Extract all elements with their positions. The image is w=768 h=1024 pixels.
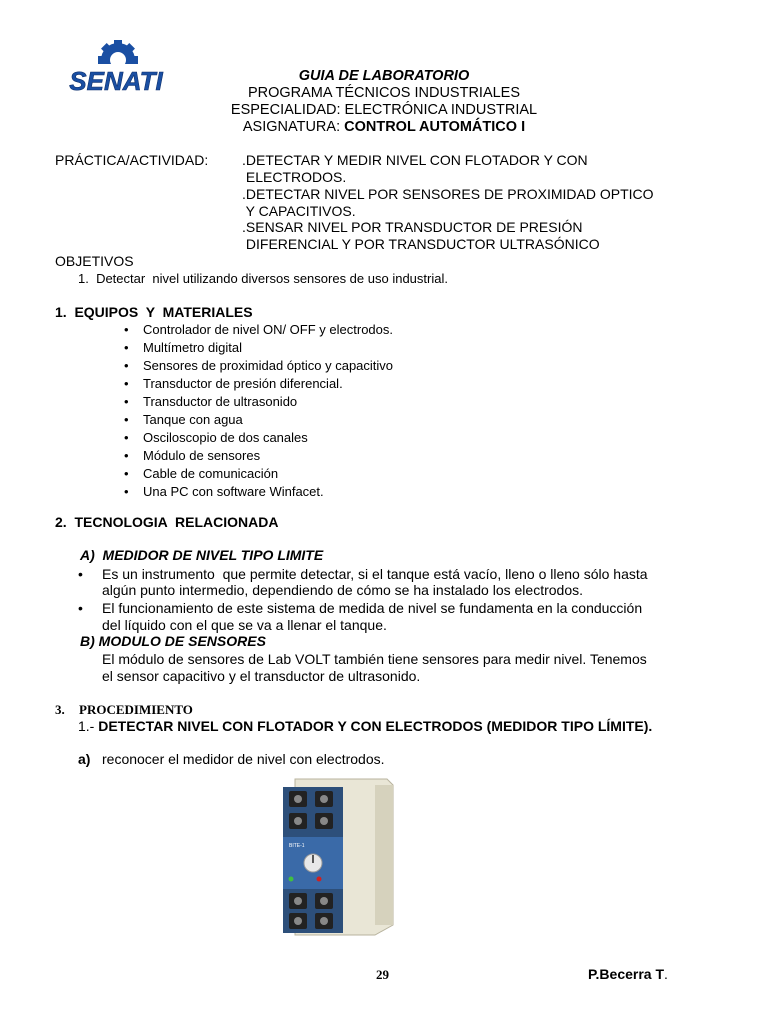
procedure-step-title: DETECTAR NIVEL CON FLOTADOR Y CON ELECTRODOS (MEDIDOR TIPO LÍMITE). [98, 718, 653, 734]
document-title: GUIA DE LABORATORIO [298, 68, 470, 84]
list-item: • Sensores de proximidad óptico y capacitivo [124, 358, 394, 373]
item-a-label: a) [78, 751, 91, 767]
list-item: • Transductor de presión diferencial. [124, 376, 343, 391]
practice-line: DIFERENCIAL Y POR TRANSDUCTOR ULTRASÓNICO [242, 236, 600, 252]
practice-label: PRÁCTICA/ACTIVIDAD: [55, 152, 209, 168]
bullet-dot: • [78, 566, 83, 582]
list-item: • Módulo de sensores [124, 448, 261, 463]
procedure-number: 3. [55, 702, 65, 717]
svg-text:SENATI: SENATI [69, 66, 163, 96]
bullet-text: del líquido con el que se va a llenar el tanque. [102, 617, 387, 633]
procedure-step: 1.- DETECTAR NIVEL CON FLOTADOR Y CON ELECTRODOS (MEDIDOR TIPO LÍMITE). [78, 718, 653, 734]
list-item: • Tanque con agua [124, 412, 243, 427]
list-item: • Cable de comunicación [124, 466, 279, 481]
practice-line: .DETECTAR NIVEL POR SENSORES DE PROXIMIDAD OPTICO [242, 186, 654, 202]
bullet-text: algún punto intermedio, dependiendo de cómo se ha instalado los electrodos. [102, 582, 583, 598]
practice-line: .DETECTAR Y MEDIR NIVEL CON FLOTADOR Y CON [242, 152, 588, 168]
paragraph-text: El módulo de sensores de Lab VOLT también tiene sensores para medir nivel. Tenemos [102, 651, 647, 667]
level-controller-photo [275, 775, 395, 937]
list-item: • Osciloscopio de dos canales [124, 430, 308, 445]
bullet-text: Es un instrumento que permite detectar, si el tanque está vacío, lleno o lleno sólo hasta [102, 566, 648, 582]
technology-title: 2. TECNOLOGIA RELACIONADA [55, 514, 279, 530]
objective-item: 1. Detectar nivel utilizando diversos sensores de uso industrial. [78, 271, 448, 286]
practice-line: Y CAPACITIVOS. [242, 203, 356, 219]
specialty-line: ESPECIALIDAD: ELECTRÓNICA INDUSTRIAL [230, 102, 538, 118]
practice-line: ELECTRODOS. [242, 169, 347, 185]
subject-name: CONTROL AUTOMÁTICO I [344, 119, 526, 135]
list-item: • Una PC con software Winfacet. [124, 484, 324, 499]
item-a-text: reconocer el medidor de nivel con electrodos. [102, 751, 385, 767]
objectives-title: OBJETIVOS [55, 253, 134, 269]
page-number: 29 [376, 967, 389, 982]
subsection-b-title: B) MODULO DE SENSORES [80, 633, 266, 649]
list-item: • Controlador de nivel ON/ OFF y electrodos. [124, 322, 393, 337]
svg-text:BITE-1: BITE-1 [289, 843, 305, 849]
subsection-a-title: A) MEDIDOR DE NIVEL TIPO LIMITE [80, 547, 324, 563]
bullet-text: El funcionamiento de este sistema de medida de nivel se fundamenta en la conducción [102, 600, 643, 616]
equipment-list [124, 321, 524, 500]
procedure-title: PROCEDIMIENTO [79, 702, 193, 717]
footer-author: P.Becerra T. [588, 966, 668, 982]
paragraph-text: el sensor capacitivo y el transductor de ultrasonido. [102, 668, 421, 684]
subject-line: ASIGNATURA: CONTROL AUTOMÁTICO I [242, 119, 526, 135]
practice-line: .SENSAR NIVEL POR TRANSDUCTOR DE PRESIÓN [242, 219, 583, 235]
list-item: • Multímetro digital [124, 340, 242, 355]
equipment-title: 1. EQUIPOS Y MATERIALES [55, 304, 253, 320]
list-item: • Transductor de ultrasonido [124, 394, 298, 409]
bullet-dot: • [78, 600, 83, 616]
program-line: PROGRAMA TÉCNICOS INDUSTRIALES [247, 85, 521, 101]
